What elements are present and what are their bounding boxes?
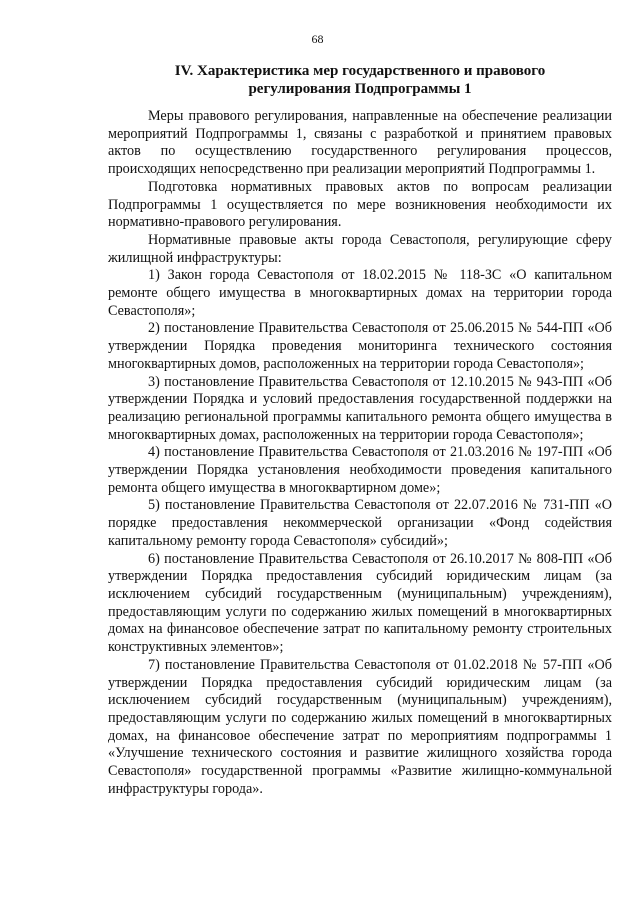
- list-item-act-4: 4) постановление Правительства Севастополя от 21.03.2016 № 197-ПП «Об утверждении Порядка установления необходимости проведения капитального ремонта общего имущества в многоквартирном доме»;: [108, 444, 612, 496]
- section-heading-line-1: IV. Характеристика мер государственного и правового: [174, 63, 546, 79]
- section-heading-line-2: регулирования Подпрограммы 1: [248, 81, 472, 97]
- paragraph-intro: Меры правового регулирования, направленные на обеспечение реализации мероприятий Подпрограммы 1, связаны с разработкой и принятием правовых актов по осуществлению государственного регулирования процессов, происходящих непосредственно при реализации мероприятий Подпрограммы 1.: [108, 108, 612, 178]
- list-item-act-2: 2) постановление Правительства Севастополя от 25.06.2015 № 544-ПП «Об утверждении Порядка проведения мониторинга технического состояния многоквартирных домов, расположенных на территории города Севастополя»;: [108, 320, 612, 372]
- paragraph-preparation: Подготовка нормативных правовых актов по вопросам реализации Подпрограммы 1 осуществляется по мере возникновения необходимости их нормативно-правового регулирования.: [108, 178, 612, 231]
- list-item-act-1: 1) Закон города Севастополя от 18.02.2015 № 118-ЗС «О капитальном ремонте общего имущества в многоквартирных домах на территории города Севастополя»;: [108, 267, 612, 319]
- document-body: [108, 108, 612, 798]
- list-item-act-6: 6) постановление Правительства Севастополя от 26.10.2017 № 808-ПП «Об утверждении Порядка предоставления субсидий юридическим лицам (за исключением субсидий государственным (муниципальным) учреждениям), предоставляющим услуги по содержанию жилых помещений в многоквартирных домах на финансовое обеспечение затрат по капитальному ремонту строительных конструктивных элементов»;: [108, 550, 612, 656]
- page-number: 68: [311, 32, 324, 46]
- list-item-act-7: 7) постановление Правительства Севастополя от 01.02.2018 № 57-ПП «Об утверждении Порядка предоставления субсидий юридическим лицам (за исключением субсидий государственным (муниципальным) учреждениям), предоставляющим услуги по содержанию жилых помещений в многоквартирных домах, на финансовое обеспечение затрат по мероприятиям подпрограммы 1 «Улучшение технического состояния и развитие жилищного хозяйства города Севастополя» государственной программы «Развитие жилищно-коммунальной инфраструктуры города».: [108, 656, 612, 797]
- list-item-act-3: 3) постановление Правительства Севастополя от 12.10.2015 № 943-ПП «Об утверждении Порядка и условий предоставления государственной поддержки на реализацию региональной программы капитального ремонта общего имущества в многоквартирных домах, расположенных на территории города Севастополя»;: [108, 373, 612, 443]
- list-item-act-5: 5) постановление Правительства Севастополя от 22.07.2016 № 731-ПП «О порядке предоставления некоммерческой организации «Фонд содействия капитальному ремонту города Севастополя» субсидий»;: [108, 497, 612, 549]
- paragraph-acts-heading: Нормативные правовые акты города Севастополя, регулирующие сферу жилищной инфраструктуры:: [108, 231, 612, 266]
- section-heading: [108, 62, 612, 98]
